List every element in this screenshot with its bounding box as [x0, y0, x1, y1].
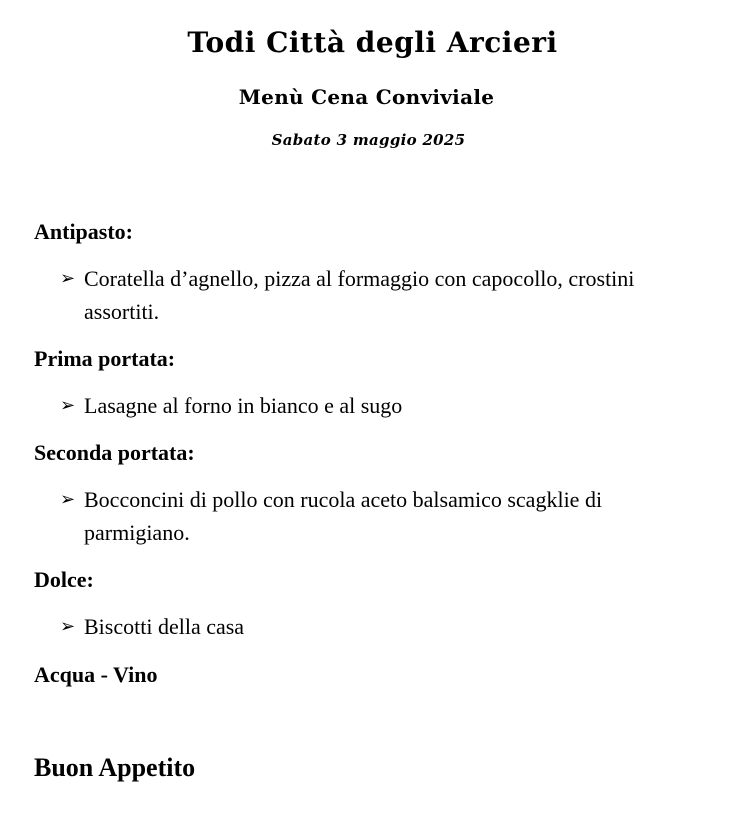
menu-item-antipasto [60, 262, 700, 328]
page-title: Todi Città degli Arcieri [187, 26, 558, 59]
menu-item-seconda-portata [60, 483, 700, 549]
event-date: Sabato 3 maggio 2025 [271, 131, 466, 149]
section-label-seconda-portata: Seconda portata: [34, 440, 195, 465]
section-label-antipasto: Antipasto: [34, 219, 134, 244]
section-label-prima-portata: Prima portata: [34, 346, 176, 371]
menu-item-prima-portata [60, 389, 700, 422]
arrow-bullet-icon: ➢ [60, 616, 76, 636]
arrow-bullet-icon: ➢ [60, 489, 76, 509]
section-label-dolce: Dolce: [34, 567, 94, 592]
menu-item-dolce [60, 610, 700, 643]
closing-greeting: Buon Appetito [34, 753, 196, 782]
menu-item-text: Biscotti della casa [84, 614, 245, 639]
menu-subtitle: Menù Cena Conviviale [238, 85, 495, 109]
menu-item-text: Bocconcini di pollo con rucola aceto balsamico scagklie di parmigiano. [84, 487, 603, 545]
menu-item-text: Coratella d’agnello, pizza al formaggio con capocollo, crostini assortiti. [84, 266, 635, 324]
arrow-bullet-icon: ➢ [60, 395, 76, 415]
drinks-line: Acqua - Vino [34, 662, 158, 687]
arrow-bullet-icon: ➢ [60, 268, 76, 288]
menu-item-text: Lasagne al forno in bianco e al sugo [84, 393, 403, 418]
